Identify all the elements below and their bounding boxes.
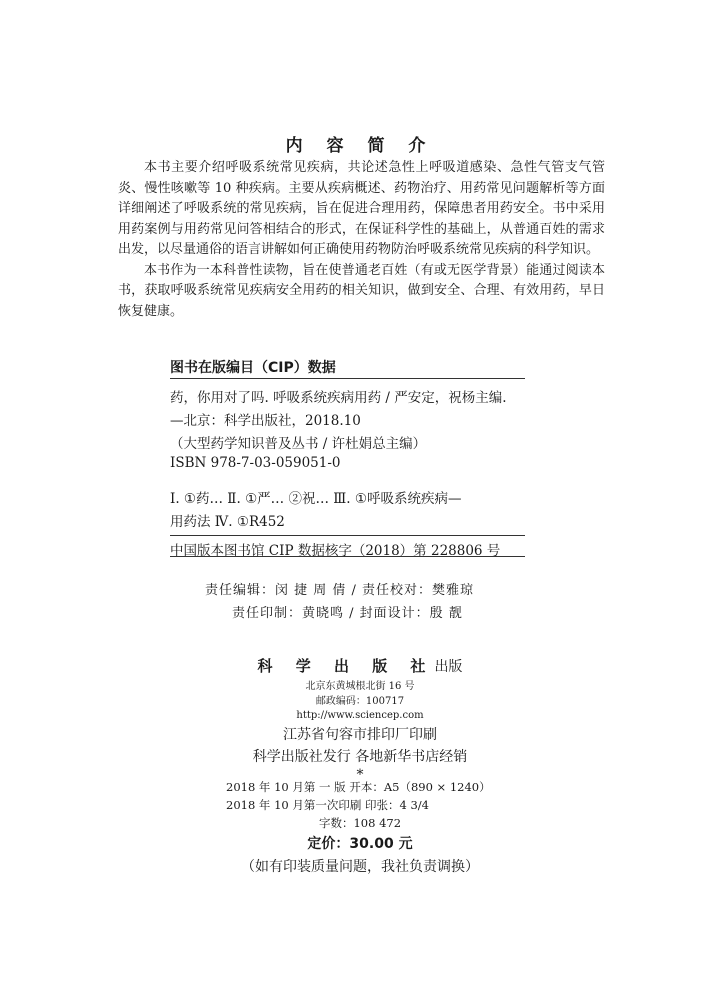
word-count: 字数：108 472 [318,816,402,830]
cip-bottom-rule [170,556,525,557]
edition-line: 2018 年 10 月第 一 版 开本：A5（890 × 1240） [226,780,491,794]
price: 定价：30.00 元 [307,836,413,852]
publisher-suffix: 出版 [434,659,463,675]
separator-star: * [356,767,364,783]
cip-series-line: （大型药学知识普及丛书 / 许杜娟总主编） [170,436,427,452]
cip-heading: 图书在版编目（CIP）数据 [170,360,336,376]
summary-paragraph-1: 本书主要介绍呼吸系统常见疾病，共论述急性上呼吸道感染、急性气管支气管炎、慢性咳嗽等 10 种疾病。主要从疾病概述、药物治疗、用药常见问题解析等方面详细阐述了呼吸系统的常见疾病，旨在促进合理用药，保障患者用药安全。书中采用用药案例与用药常见问答相结合的形式，在保证科学性的基础上，从普通百姓的需求出发，以尽量通俗的语言讲解如何正确使用药物防治呼吸系统常见疾病的科学知识。 [118,160,605,257]
cip-publisher-line: —北京：科学出版社，2018.10 [170,413,361,429]
cip-middle-rule [170,535,525,536]
publisher-website: http://www.sciencep.com [296,710,424,721]
cip-isbn: ISBN 978-7-03-059051-0 [170,455,341,471]
summary-body [118,158,605,322]
credits-editors: 责任编辑：闵 捷 周 倩 / 责任校对：樊雅琼 [205,583,475,598]
publisher-line [0,655,720,676]
printing-line: 2018 年 10 月第一次印刷 印张：4 3/4 [226,798,430,812]
distribution-line: 科学出版社发行 各地新华书店经销 [252,749,468,765]
cip-classification-2: 用药法 Ⅳ. ①R452 [170,514,285,530]
quality-notice: （如有印装质量问题，我社负责调换） [241,859,479,875]
summary-title: 内 容 简 介 [285,136,435,156]
publisher-address: 北京东黄城根北街 16 号 [305,681,415,692]
summary-paragraph-2: 本书作为一本科普性读物，旨在使普通老百姓（有或无医学背景）能通过阅读本书，获取呼吸系统常见疾病安全用药的相关知识，做到安全、合理、有效用药，早日恢复健康。 [118,262,605,319]
cip-top-rule [170,378,525,379]
printer-line: 江苏省句容市排印厂印刷 [283,727,437,743]
cip-classification-1: Ⅰ. ①药… Ⅱ. ①严… ②祝… Ⅲ. ①呼吸系统疾病— [170,491,462,507]
cip-record-number: 中国版本图书馆 CIP 数据核字（2018）第 228806 号 [170,543,501,559]
publisher-logo: 科 学 出 版 社 [257,657,435,675]
credits-production: 责任印制：黄晓鸣 / 封面设计：殷 靓 [232,606,463,621]
cip-title-line: 药，你用对了吗. 呼吸系统疾病用药 / 严安定，祝杨主编. [170,390,507,406]
publisher-postcode: 邮政编码：100717 [315,696,405,707]
